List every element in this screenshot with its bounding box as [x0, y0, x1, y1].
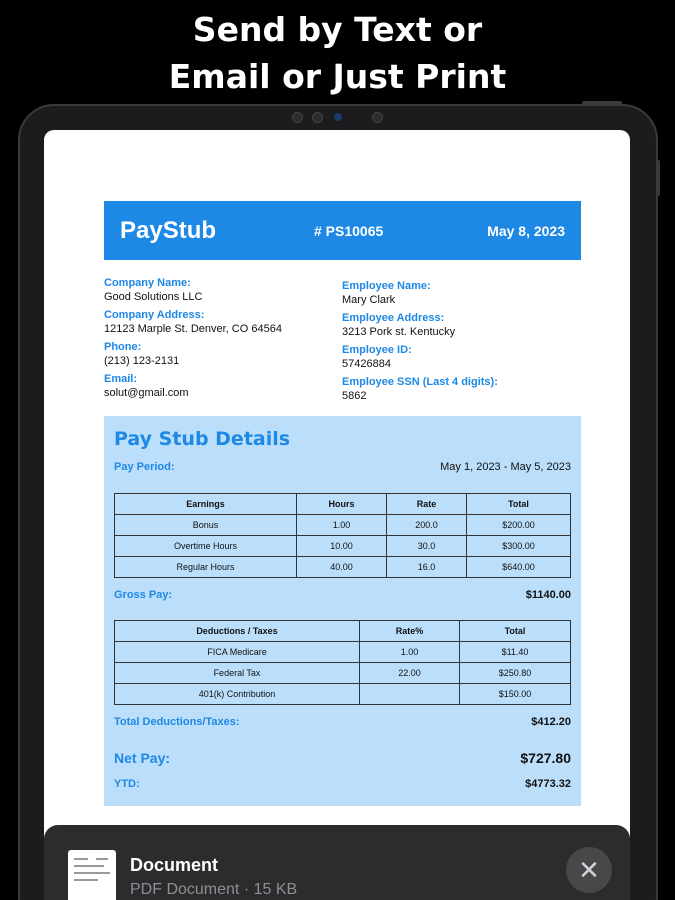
company-email-label: Email: [104, 373, 138, 385]
employee-ssn: 5862 [342, 390, 367, 402]
employee-info [342, 280, 498, 408]
pay-period-label: Pay Period: [114, 461, 175, 473]
table-cell: $300.00 [467, 536, 571, 557]
table-cell: $200.00 [467, 515, 571, 536]
pay-stub-details [104, 416, 581, 806]
table-cell: Regular Hours [115, 557, 297, 578]
table-cell: $150.00 [460, 684, 571, 705]
document-preview-screen [44, 130, 630, 900]
camera-sensor [372, 112, 383, 123]
table-cell: 16.0 [387, 557, 467, 578]
headline [0, 6, 675, 100]
company-phone-label: Phone: [104, 341, 142, 353]
net-pay-label: Net Pay: [114, 750, 171, 766]
company-address-label: Company Address: [104, 309, 205, 321]
table-cell: Federal Tax [115, 663, 360, 684]
table-cell: $640.00 [467, 557, 571, 578]
company-email: solut@gmail.com [104, 387, 189, 399]
camera-lens [334, 113, 342, 121]
company-name-label: Company Name: [104, 277, 191, 289]
table-cell: 200.0 [387, 515, 467, 536]
table-row [115, 536, 571, 557]
gross-pay-label: Gross Pay: [114, 589, 173, 601]
earnings-header: Hours [297, 494, 387, 515]
employee-address: 3213 Pork st. Kentucky [342, 326, 456, 338]
table-row [115, 515, 571, 536]
document-name: Document [130, 855, 219, 875]
table-row [115, 642, 571, 663]
total-deductions-label: Total Deductions/Taxes: [114, 716, 240, 728]
camera-sensor [292, 112, 303, 123]
earnings-header: Total [467, 494, 571, 515]
deductions-header: Deductions / Taxes [115, 621, 360, 642]
close-icon: ✕ [578, 855, 600, 885]
table-cell: 22.00 [360, 663, 460, 684]
company-info [104, 277, 282, 405]
headline-line-2: Email or Just Print [168, 57, 507, 96]
table-cell: Bonus [115, 515, 297, 536]
table-row [115, 557, 571, 578]
employee-id-label: Employee ID: [342, 344, 412, 356]
table-cell: 40.00 [297, 557, 387, 578]
table-cell: 10.00 [297, 536, 387, 557]
share-sheet [44, 825, 630, 900]
tablet-side-button [656, 160, 660, 196]
headline-line-1: Send by Text or [192, 10, 483, 49]
gross-pay-value: $1140.00 [525, 589, 571, 601]
paystub-banner [104, 201, 581, 260]
document-thumbnail[interactable] [68, 850, 116, 900]
deductions-table [114, 620, 571, 705]
paystub-document [104, 201, 581, 806]
employee-id: 57426884 [342, 358, 391, 370]
earnings-table [114, 493, 571, 578]
table-row [115, 663, 571, 684]
employee-ssn-label: Employee SSN (Last 4 digits): [342, 376, 498, 388]
deductions-header: Total [460, 621, 571, 642]
table-cell: 1.00 [360, 642, 460, 663]
close-button[interactable] [566, 847, 612, 893]
employee-name: Mary Clark [342, 294, 396, 306]
employee-address-label: Employee Address: [342, 312, 445, 324]
paystub-title: PayStub [120, 217, 217, 244]
ytd-value: $4773.32 [525, 778, 571, 790]
pay-period-value: May 1, 2023 - May 5, 2023 [440, 461, 571, 473]
total-deductions-value: $412.20 [531, 716, 571, 728]
table-cell [360, 684, 460, 705]
table-cell: Overtime Hours [115, 536, 297, 557]
ytd-label: YTD: [114, 778, 140, 790]
table-cell: $250.80 [460, 663, 571, 684]
party-info [104, 260, 581, 416]
company-address: 12123 Marple St. Denver, CO 64564 [104, 323, 282, 335]
tablet-top-button [582, 101, 622, 105]
table-cell: FICA Medicare [115, 642, 360, 663]
company-phone: (213) 123-2131 [104, 355, 180, 367]
details-heading: Pay Stub Details [114, 428, 291, 450]
table-cell: 30.0 [387, 536, 467, 557]
employee-name-label: Employee Name: [342, 280, 431, 292]
table-row [115, 684, 571, 705]
camera-sensor [312, 112, 323, 123]
paystub-number: # PS10065 [314, 223, 384, 239]
document-meta: PDF Document · 15 KB [130, 881, 298, 898]
table-cell: 401(k) Contribution [115, 684, 360, 705]
deductions-header: Rate% [360, 621, 460, 642]
earnings-header: Earnings [115, 494, 297, 515]
company-name: Good Solutions LLC [104, 291, 203, 303]
paystub-date: May 8, 2023 [487, 223, 565, 239]
table-cell: $11.40 [460, 642, 571, 663]
net-pay-value: $727.80 [520, 750, 571, 766]
earnings-header: Rate [387, 494, 467, 515]
table-cell: 1.00 [297, 515, 387, 536]
